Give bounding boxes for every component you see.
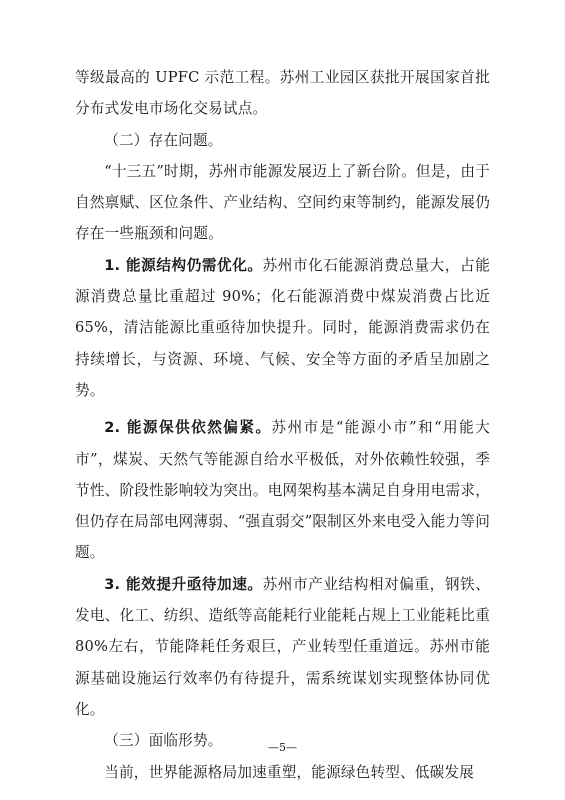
item-3-body: 苏州市产业结构相对偏重，钢铁、发电、化工、纺织、造纸等高能耗行业能耗占规上工业能耗比重 80%左右，节能降耗任务艰巨，产业转型任重道远。苏州市能源基础设施运行效率仍有待提升，需系统谋划实现整体协同优化。 (75, 575, 490, 718)
section-heading-situation: （三）面临形势。 (104, 732, 223, 750)
paragraph-item-2 (75, 412, 490, 568)
section-heading-problems: （二）存在问题。 (104, 131, 223, 149)
paragraph-item-1 (75, 250, 490, 406)
item-2-title: 2. 能源保供依然偏紧。 (104, 419, 272, 437)
paragraph-situation-intro: 当前，世界能源格局加速重塑，能源绿色转型、低碳发展 (104, 763, 475, 781)
paragraph-item-3 (75, 569, 490, 725)
item-1-title: 1. 能源结构仍需优化。 (104, 256, 263, 274)
item-3-title: 3. 能效提升亟待加速。 (104, 575, 263, 593)
item-2-body: 苏州市是“能源小市”和“用能大市”，煤炭、天然气等能源自给水平极低，对外依赖性较强，季节性、阶段性影响较为突出。电网架构基本满足自身用电需求，但仍存在局部电网薄弱、“强直弱交”限制区外来电受入能力等问题。 (75, 419, 490, 562)
paragraph-problems-intro: “十三五”时期，苏州市能源发展迈上了新台阶。但是，由于自然禀赋、区位条件、产业结构、空间约束等制约，能源发展仍存在一些瓶颈和问题。 (75, 162, 490, 243)
paragraph-continued: 等级最高的 UPFC 示范工程。苏州工业园区获批开展国家首批分布式发电市场化交易试点。 (75, 69, 490, 118)
document-body (75, 62, 490, 788)
item-1-body: 苏州市化石能源消费总量大，占能源消费总量比重超过 90%；化石能源消费中煤炭消费占比近 65%，清洁能源比重亟待加快提升。同时，能源消费需求仍在持续增长，与资源、环境、气候、安全等方面的矛盾呈加剧之势。 (75, 256, 490, 399)
page-number: —5— (268, 741, 297, 754)
